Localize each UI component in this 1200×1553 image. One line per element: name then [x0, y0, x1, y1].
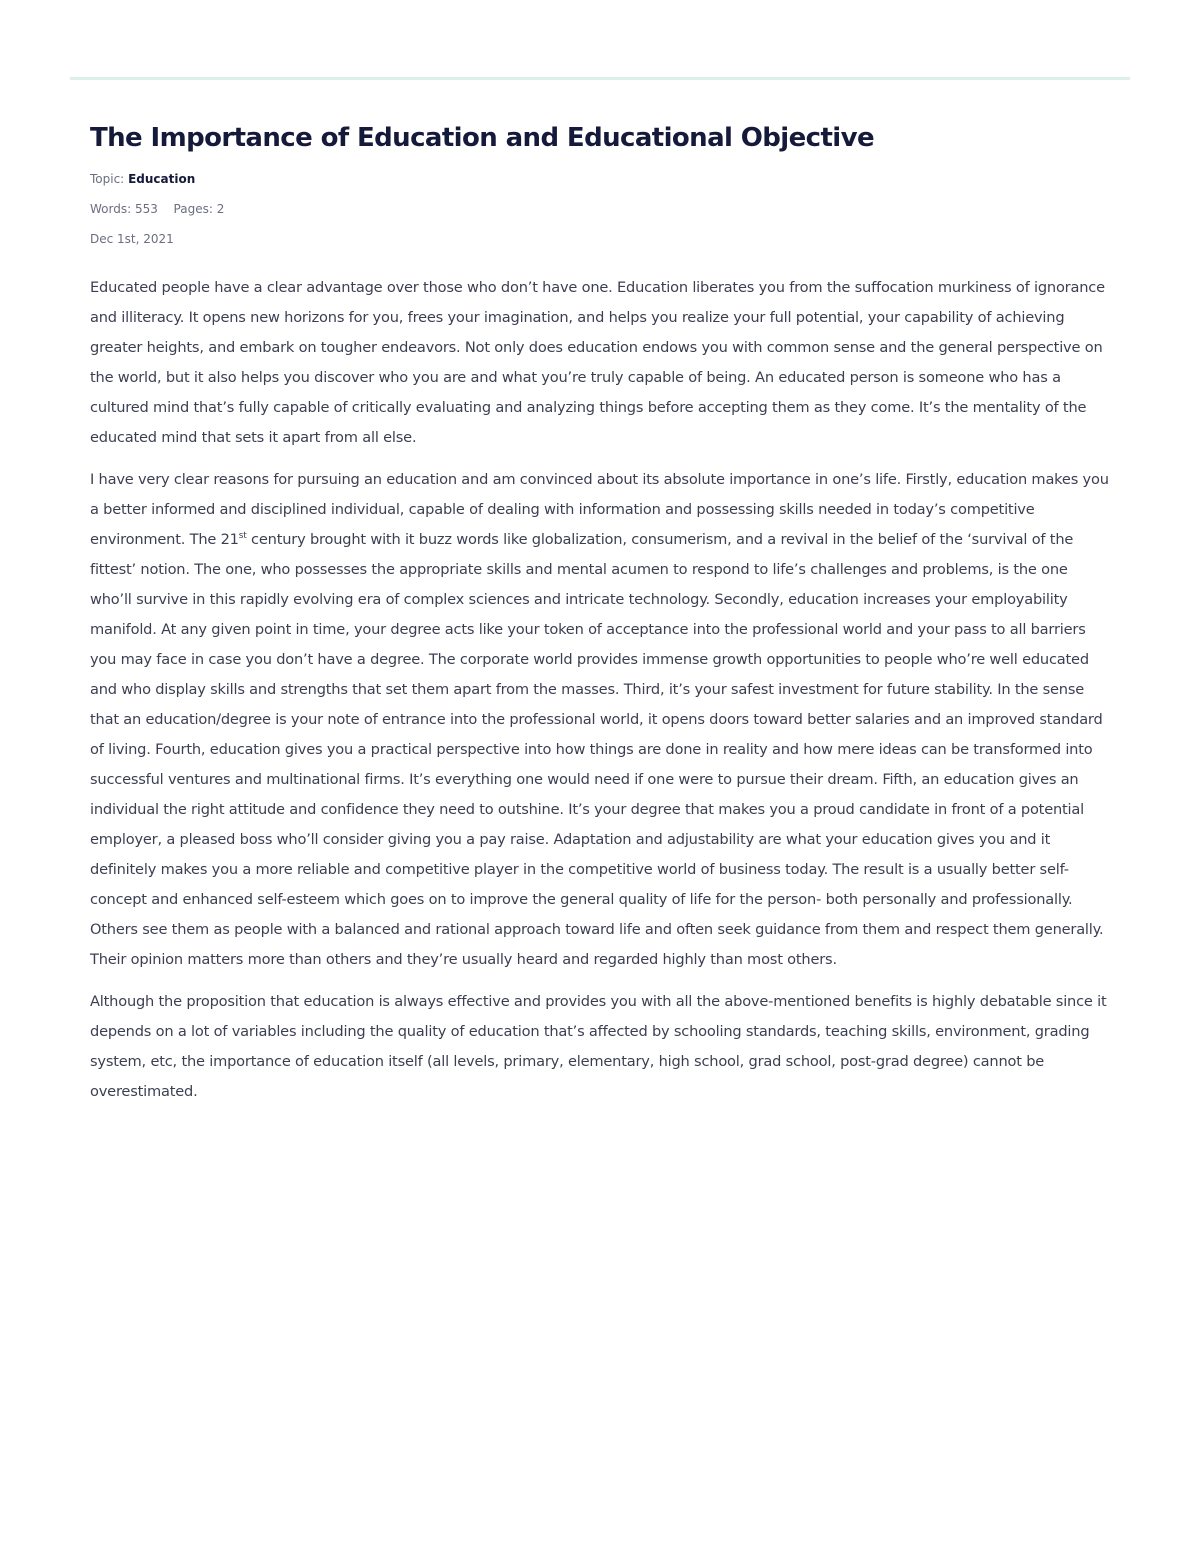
words-label: Words:: [90, 202, 132, 216]
paragraph-2-part-2: century brought with it buzz words like globalization, consumerism, and a revival in the belief of the ‘survival of the fittest’ notion. The one, who possesses the appropriate skills and mental acumen to respond to life’s challenges and problems, is the one who’ll survive in this rapidly evolving era of complex sciences and intricate technology. Secondly, education increases your employability manifold. At any given point in time, your degree acts like your token of acceptance into the professional world and your pass to all barriers you may face in case you don’t have a degree. The corporate world provides immense growth opportunities to people who’re well educated and who display skills and strengths that set them apart from the masses. Third, it’s your safest investment for future stability. In the sense that an education/degree is your note of entrance into the professional world, it opens doors toward better salaries and an improved standard of living. Fourth, education gives you a practical perspective into how things are done in reality and how mere ideas can be transformed into successful ventures and multinational firms. It’s everything one would need if one were to pursue their dream. Fifth, an education gives an individual the right attitude and confidence they need to outshine. It’s your degree that makes you a proud candidate in front of a potential employer, a pleased boss who’ll consider giving you a pay raise. Adaptation and adjustability are what your education gives you and it definitely makes you a more reliable and competitive player in the competitive world of business today. The result is a usually better self-concept and enhanced self-esteem which goes on to improve the general quality of life for the person- both personally and professionally. Others see them as people with a balanced and rational approach toward life and often seek guidance from them and respect them generally. Their opinion matters more than others and they’re usually heard and regarded highly than most others.: [90, 531, 1104, 968]
essay-body: [90, 273, 1110, 1107]
topic-line: [90, 171, 1110, 187]
ordinal-suffix: st: [238, 531, 247, 541]
essay-title: The Importance of Education and Educational Objective: [90, 123, 874, 153]
publish-date: Dec 1st, 2021: [90, 232, 174, 246]
pages-value: 2: [216, 202, 225, 216]
word-page-count: [90, 201, 1110, 217]
topic-label: Topic:: [90, 172, 125, 186]
paragraph-2: [90, 465, 1110, 975]
pages-label: Pages:: [173, 202, 213, 216]
top-divider: [70, 77, 1130, 80]
paragraph-1: Educated people have a clear advantage over those who don’t have one. Education liberates you from the suffocation murkiness of ignorance and illiteracy. It opens new horizons for you, frees your imagination, and helps you realize your full potential, your capability of achieving greater heights, and embark on tougher endeavors. Not only does education endows you with common sense and the general perspective on the world, but it also helps you discover who you are and what you’re truly capable of being. An educated person is someone who has a cultured mind that’s fully capable of critically evaluating and analyzing things before accepting them as they come. It’s the mentality of the educated mind that sets it apart from all else.: [90, 279, 1105, 446]
essay-container: [90, 118, 1110, 1119]
paragraph-3: Although the proposition that education is always effective and provides you with all the above-mentioned benefits is highly debatable since it depends on a lot of variables including the quality of education that’s affected by schooling standards, teaching skills, environment, grading system, etc, the importance of education itself (all levels, primary, elementary, high school, grad school, post-grad degree) cannot be overestimated.: [90, 993, 1107, 1100]
topic-value[interactable]: Education: [128, 172, 196, 186]
words-value: 553: [134, 202, 158, 216]
paragraph-2-part-1: I have very clear reasons for pursuing an education and am convinced about its absolute importance in one’s life. Firstly, education makes you a better informed and disciplined individual, capable of dealing with information and possessing skills needed in today’s competitive environment. The 21: [90, 471, 1109, 548]
